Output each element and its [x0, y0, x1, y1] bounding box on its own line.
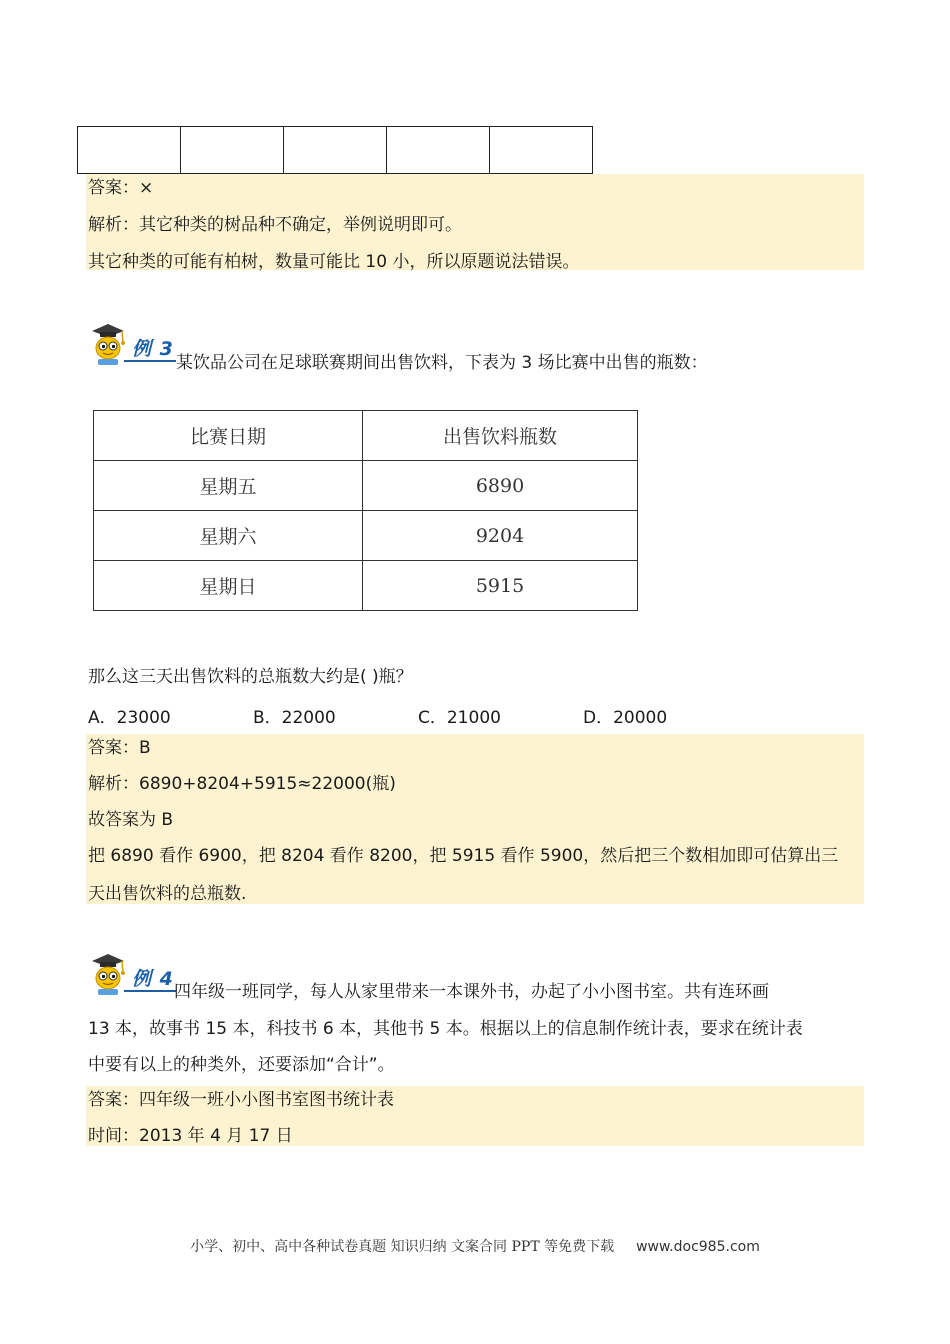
- question-text: 13 本，故事书 15 本，科技书 6 本，其他书 5 本。根据以上的信息制作统计表，要求在统计表: [88, 1019, 803, 1039]
- table-cell: [490, 127, 593, 174]
- example-3-badge: [88, 322, 178, 368]
- cell-day: 星期五: [94, 461, 363, 511]
- empty-table-row: [77, 126, 593, 174]
- analysis-line: 其它种类的可能有柏树，数量可能比 10 小，所以原题说法错误。: [88, 252, 580, 272]
- question-prompt: 那么这三天出售饮料的总瓶数大约是( )瓶？: [88, 667, 413, 687]
- table-cell: [181, 127, 284, 174]
- answer-line: 答案：四年级一班小小图书室图书统计表: [88, 1090, 394, 1110]
- cell-day: 星期日: [94, 561, 363, 611]
- option-a: A．23000: [88, 708, 171, 728]
- option-b: B．22000: [253, 708, 336, 728]
- question-text: 中要有以上的种类外，还要添加“合计”。: [88, 1055, 395, 1075]
- cell-count: 9204: [363, 511, 638, 561]
- table-cell: [78, 127, 181, 174]
- header-date: 比赛日期: [94, 411, 363, 461]
- answer-block-2: [86, 734, 864, 904]
- table-row: [94, 511, 638, 561]
- table-row: [94, 561, 638, 611]
- badge-underline: [124, 360, 176, 362]
- example-label: 例 4: [132, 968, 174, 990]
- answer-line: 时间：2013 年 4 月 17 日: [88, 1126, 293, 1146]
- answer-line: 答案：B: [88, 738, 151, 758]
- analysis-line: 把 6890 看作 6900，把 8204 看作 8200，把 5915 看作 5900，然后把三个数相加即可估算出三: [88, 846, 839, 866]
- answer-options: [88, 703, 788, 728]
- option-d: D．20000: [583, 708, 668, 728]
- example-4-badge: [88, 952, 178, 998]
- analysis-line: 故答案为 B: [88, 810, 174, 830]
- scholar-mascot-icon: [88, 322, 128, 368]
- page-footer: [0, 1236, 950, 1256]
- table-header-row: [94, 411, 638, 461]
- cell-count: 5915: [363, 561, 638, 611]
- option-c: C．21000: [418, 708, 501, 728]
- table-row: [94, 461, 638, 511]
- analysis-line: 解析：其它种类的树品种不确定，举例说明即可。: [88, 215, 462, 235]
- cell-day: 星期六: [94, 511, 363, 561]
- sales-table: [93, 410, 638, 611]
- question-text: 四年级一班同学，每人从家里带来一本课外书，办起了小小图书室。共有连环画: [174, 982, 769, 1002]
- footer-text: 小学、初中、高中各种试卷真题 知识归纳 文案合同 PPT 等免费下载: [190, 1239, 615, 1255]
- question-text: 某饮品公司在足球联赛期间出售饮料，下表为 3 场比赛中出售的瓶数：: [176, 353, 708, 373]
- table-cell: [387, 127, 490, 174]
- answer-line: 答案：×: [88, 178, 154, 198]
- badge-underline: [124, 990, 176, 992]
- analysis-line: 天出售饮料的总瓶数.: [88, 884, 247, 904]
- footer-url[interactable]: www.doc985.com: [636, 1239, 760, 1255]
- analysis-line: 解析：6890+8204+5915≈22000(瓶): [88, 774, 396, 794]
- scholar-mascot-icon: [88, 952, 128, 998]
- table-cell: [284, 127, 387, 174]
- header-bottles: 出售饮料瓶数: [363, 411, 638, 461]
- example-label: 例 3: [132, 338, 174, 360]
- cell-count: 6890: [363, 461, 638, 511]
